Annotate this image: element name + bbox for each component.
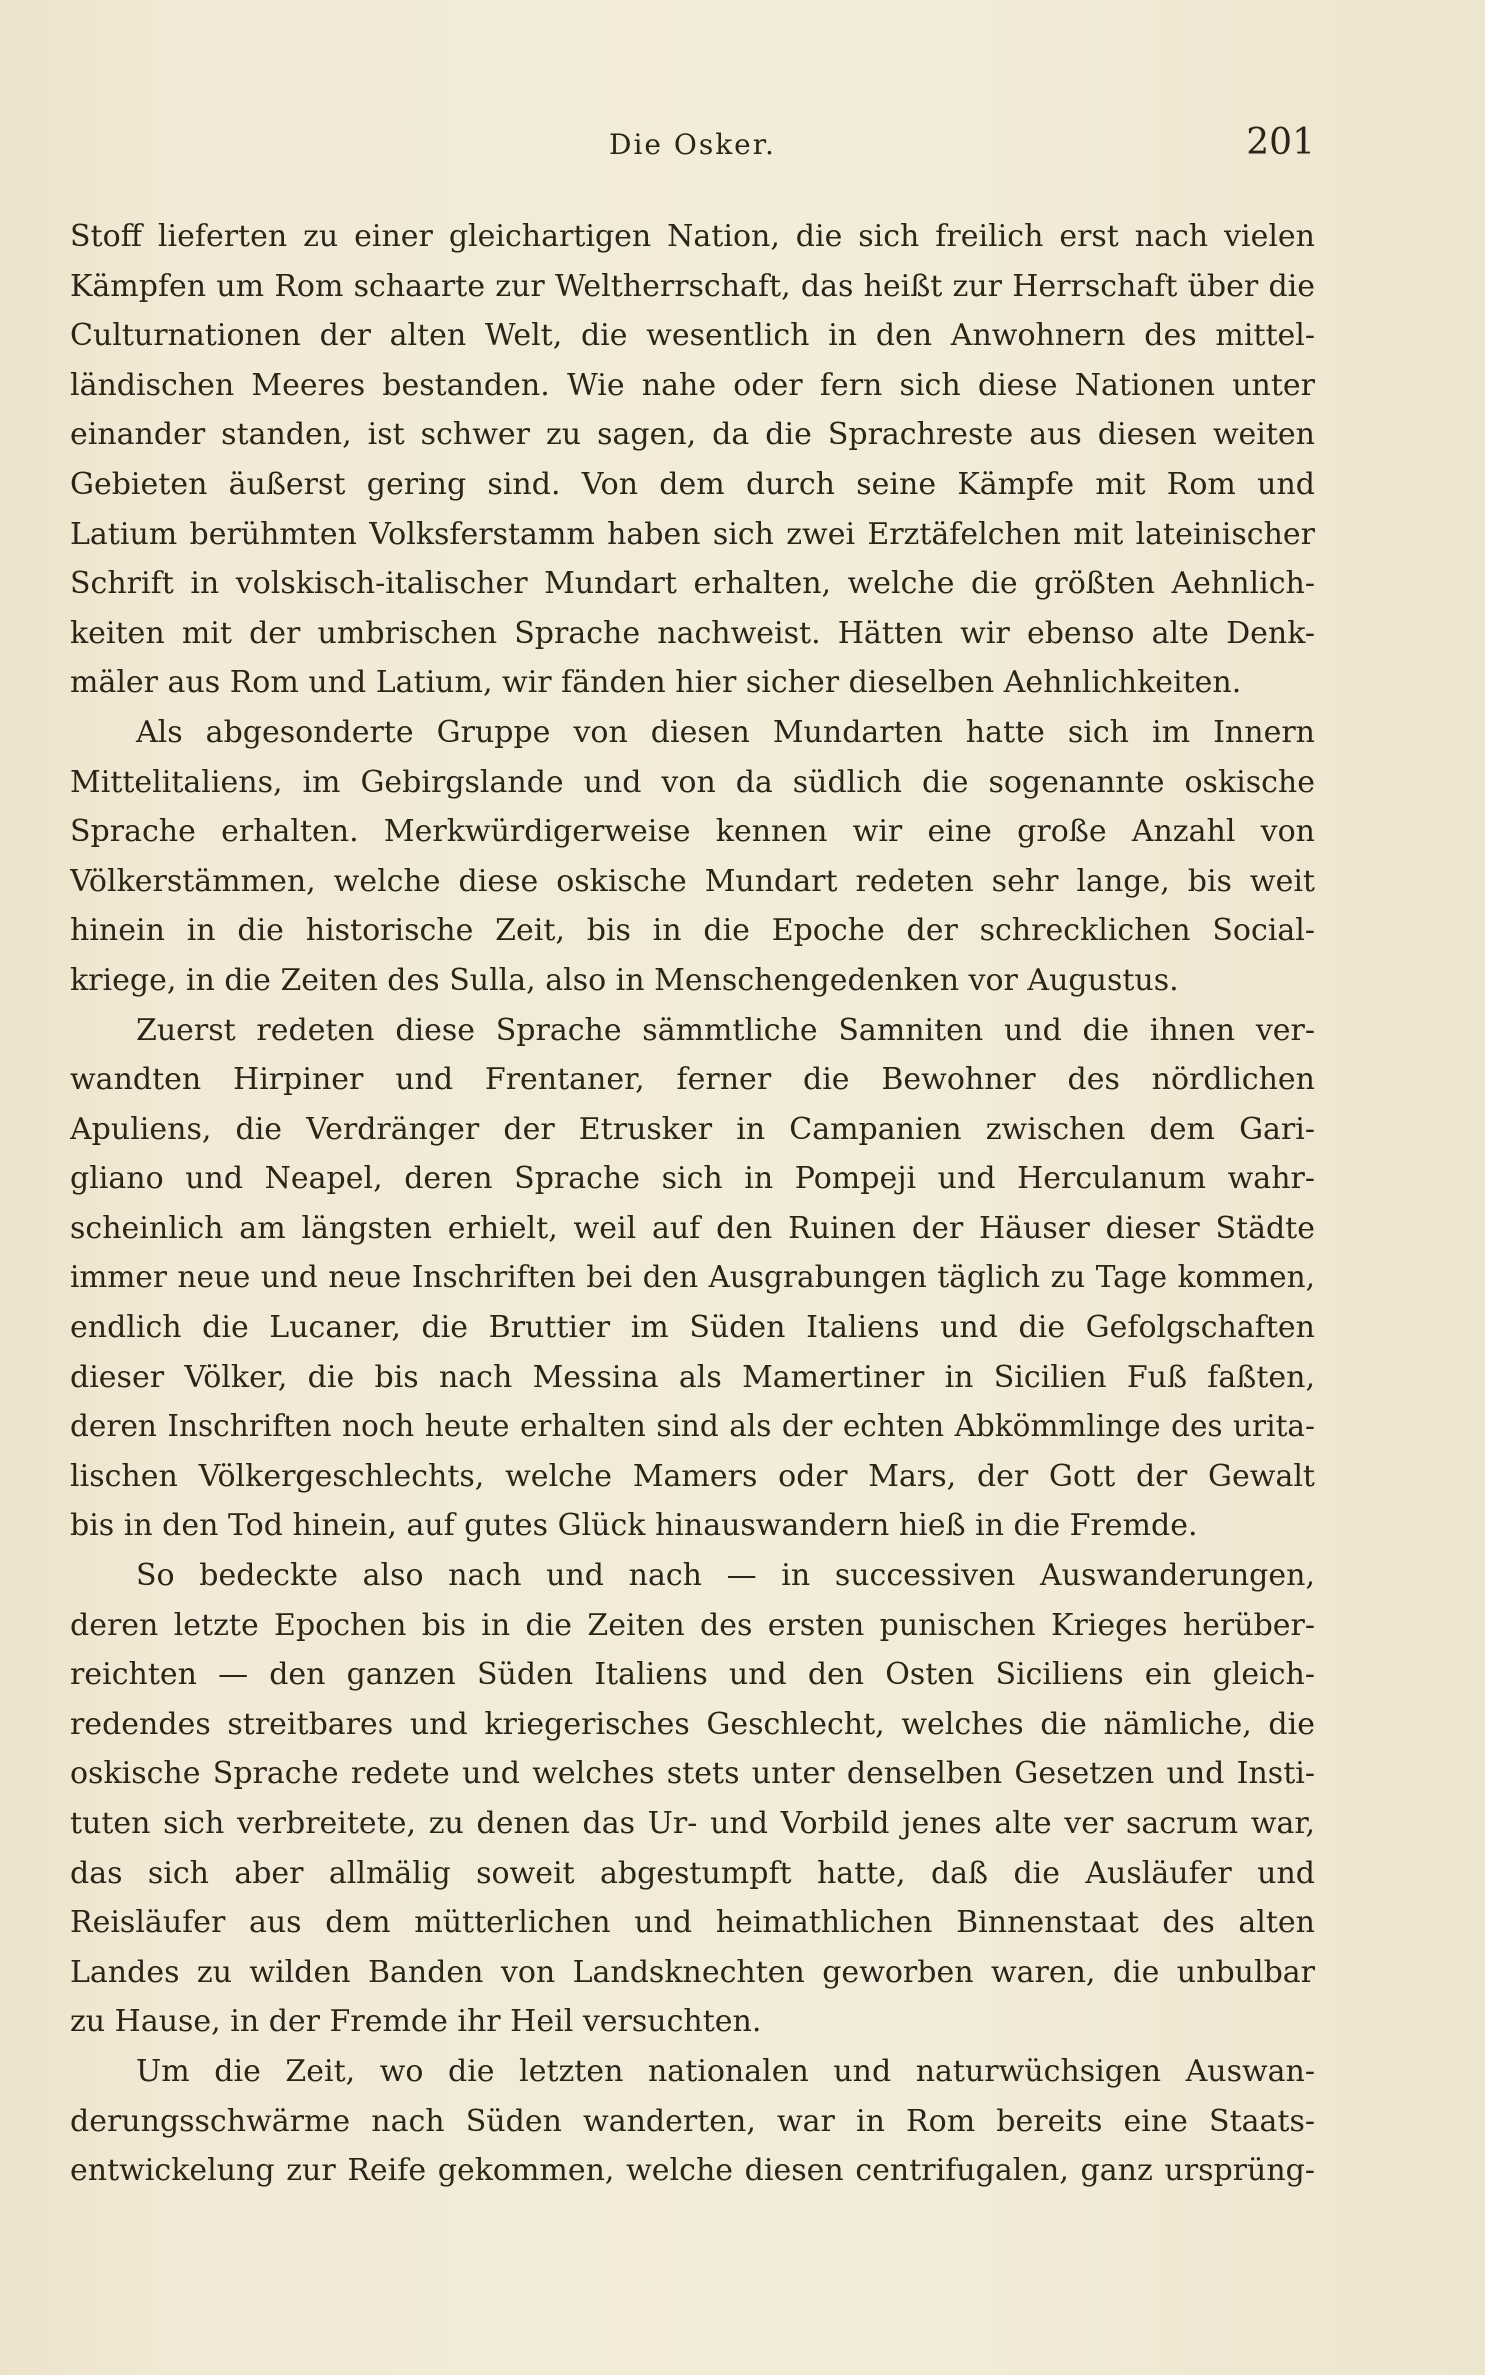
- text-line: oskische Sprache redete und welches stets unter denselben Gesetzen und Insti-: [70, 1756, 1315, 1792]
- text-line: redendes streitbares und kriegerisches Geschlecht, welches die nämliche, die: [70, 1706, 1315, 1742]
- text-line: Schrift in volskisch-italischer Mundart erhalten, welche die größten Aehnlich-: [70, 566, 1315, 602]
- text-line: zu Hause, in der Fremde ihr Heil versuchten.: [70, 2004, 762, 2040]
- text-line: Latium berühmten Volksferstamm haben sich zwei Erztäfelchen mit lateinischer: [70, 516, 1315, 552]
- text-line: Sprache erhalten. Merkwürdigerweise kennen wir eine große Anzahl von: [70, 814, 1315, 850]
- text-line: deren letzte Epochen bis in die Zeiten des ersten punischen Krieges herüber-: [70, 1607, 1315, 1643]
- text-line: Apuliens, die Verdränger der Etrusker in Campanien zwischen dem Gari-: [70, 1111, 1315, 1147]
- text-line: Zuerst redeten diese Sprache sämmtliche Samniten und die ihnen ver-: [136, 1012, 1315, 1048]
- text-line: Gebieten äußerst gering sind. Von dem durch seine Kämpfe mit Rom und: [70, 466, 1315, 502]
- text-line: entwickelung zur Reife gekommen, welche diesen centrifugalen, ganz ursprüng-: [70, 2153, 1315, 2189]
- text-line: deren Inschriften noch heute erhalten sind als der echten Abkömmlinge des urita-: [70, 1409, 1315, 1444]
- text-line: derungsschwärme nach Süden wanderten, war in Rom bereits eine Staats-: [70, 2103, 1315, 2139]
- page-number: 201: [1246, 122, 1315, 163]
- text-line: Völkerstämmen, welche diese oskische Mundart redeten sehr lange, bis weit: [70, 863, 1315, 899]
- text-line: tuten sich verbreitete, zu denen das Ur- und Vorbild jenes alte ver sacrum war,: [70, 1806, 1315, 1841]
- text-line: scheinlich am längsten erhielt, weil auf den Ruinen der Häuser dieser Städte: [70, 1210, 1315, 1246]
- text-line: dieser Völker, die bis nach Messina als Mamertiner in Sicilien Fuß faßten,: [70, 1359, 1315, 1395]
- text-line: Landes zu wilden Banden von Landsknechten geworben waren, die unbulbar: [70, 1954, 1315, 1990]
- text-line: kriege, in die Zeiten des Sulla, also in Menschengedenken vor Augustus.: [70, 962, 1179, 998]
- text-line: bis in den Tod hinein, auf gutes Glück hinauswandern hieß in die Fremde.: [70, 1508, 1198, 1544]
- text-line: hinein in die historische Zeit, bis in die Epoche der schrecklichen Social-: [70, 913, 1315, 949]
- text-line: einander standen, ist schwer zu sagen, da die Sprachreste aus diesen weiten: [70, 417, 1315, 453]
- text-line: ländischen Meeres bestanden. Wie nahe oder fern sich diese Nationen unter: [70, 367, 1315, 403]
- running-title: Die Osker.: [609, 128, 776, 161]
- text-line: keiten mit der umbrischen Sprache nachweist. Hätten wir ebenso alte Denk-: [70, 615, 1315, 651]
- text-line: Mittelitaliens, im Gebirgslande und von da südlich die sogenannte oskische: [70, 764, 1315, 800]
- text-line: lischen Völkergeschlechts, welche Mamers oder Mars, der Gott der Gewalt: [70, 1458, 1315, 1494]
- running-header: [70, 122, 1315, 178]
- text-line: reichten — den ganzen Süden Italiens und den Osten Siciliens ein gleich-: [70, 1657, 1315, 1693]
- text-line: wandten Hirpiner und Frentaner, ferner die Bewohner des nördlichen: [70, 1062, 1315, 1098]
- text-line: Culturnationen der alten Welt, die wesentlich in den Anwohnern des mittel-: [70, 318, 1315, 354]
- text-line: Reisläufer aus dem mütterlichen und heimathlichen Binnenstaat des alten: [70, 1905, 1315, 1941]
- text-line: endlich die Lucaner, die Bruttier im Süden Italiens und die Gefolgschaften: [70, 1310, 1315, 1346]
- text-line: mäler aus Rom und Latium, wir fänden hier sicher dieselben Aehnlichkeiten.: [70, 665, 1242, 701]
- text-line: Als abgesonderte Gruppe von diesen Mundarten hatte sich im Innern: [136, 714, 1315, 750]
- text-line: Kämpfen um Rom schaarte zur Weltherrschaft, das heißt zur Herrschaft über die: [70, 268, 1315, 304]
- text-line: Um die Zeit, wo die letzten nationalen und naturwüchsigen Auswan-: [136, 2053, 1315, 2089]
- text-line: gliano und Neapel, deren Sprache sich in Pompeji und Herculanum wahr-: [70, 1161, 1315, 1197]
- text-line: das sich aber allmälig soweit abgestumpft hatte, daß die Ausläufer und: [70, 1855, 1315, 1891]
- text-line: Stoff lieferten zu einer gleichartigen Nation, die sich freilich erst nach vielen: [70, 219, 1315, 254]
- body-text: [70, 212, 1315, 2196]
- text-line: So bedeckte also nach und nach — in successiven Auswanderungen,: [136, 1558, 1315, 1594]
- text-line: immer neue und neue Inschriften bei den Ausgrabungen täglich zu Tage kommen,: [70, 1260, 1315, 1295]
